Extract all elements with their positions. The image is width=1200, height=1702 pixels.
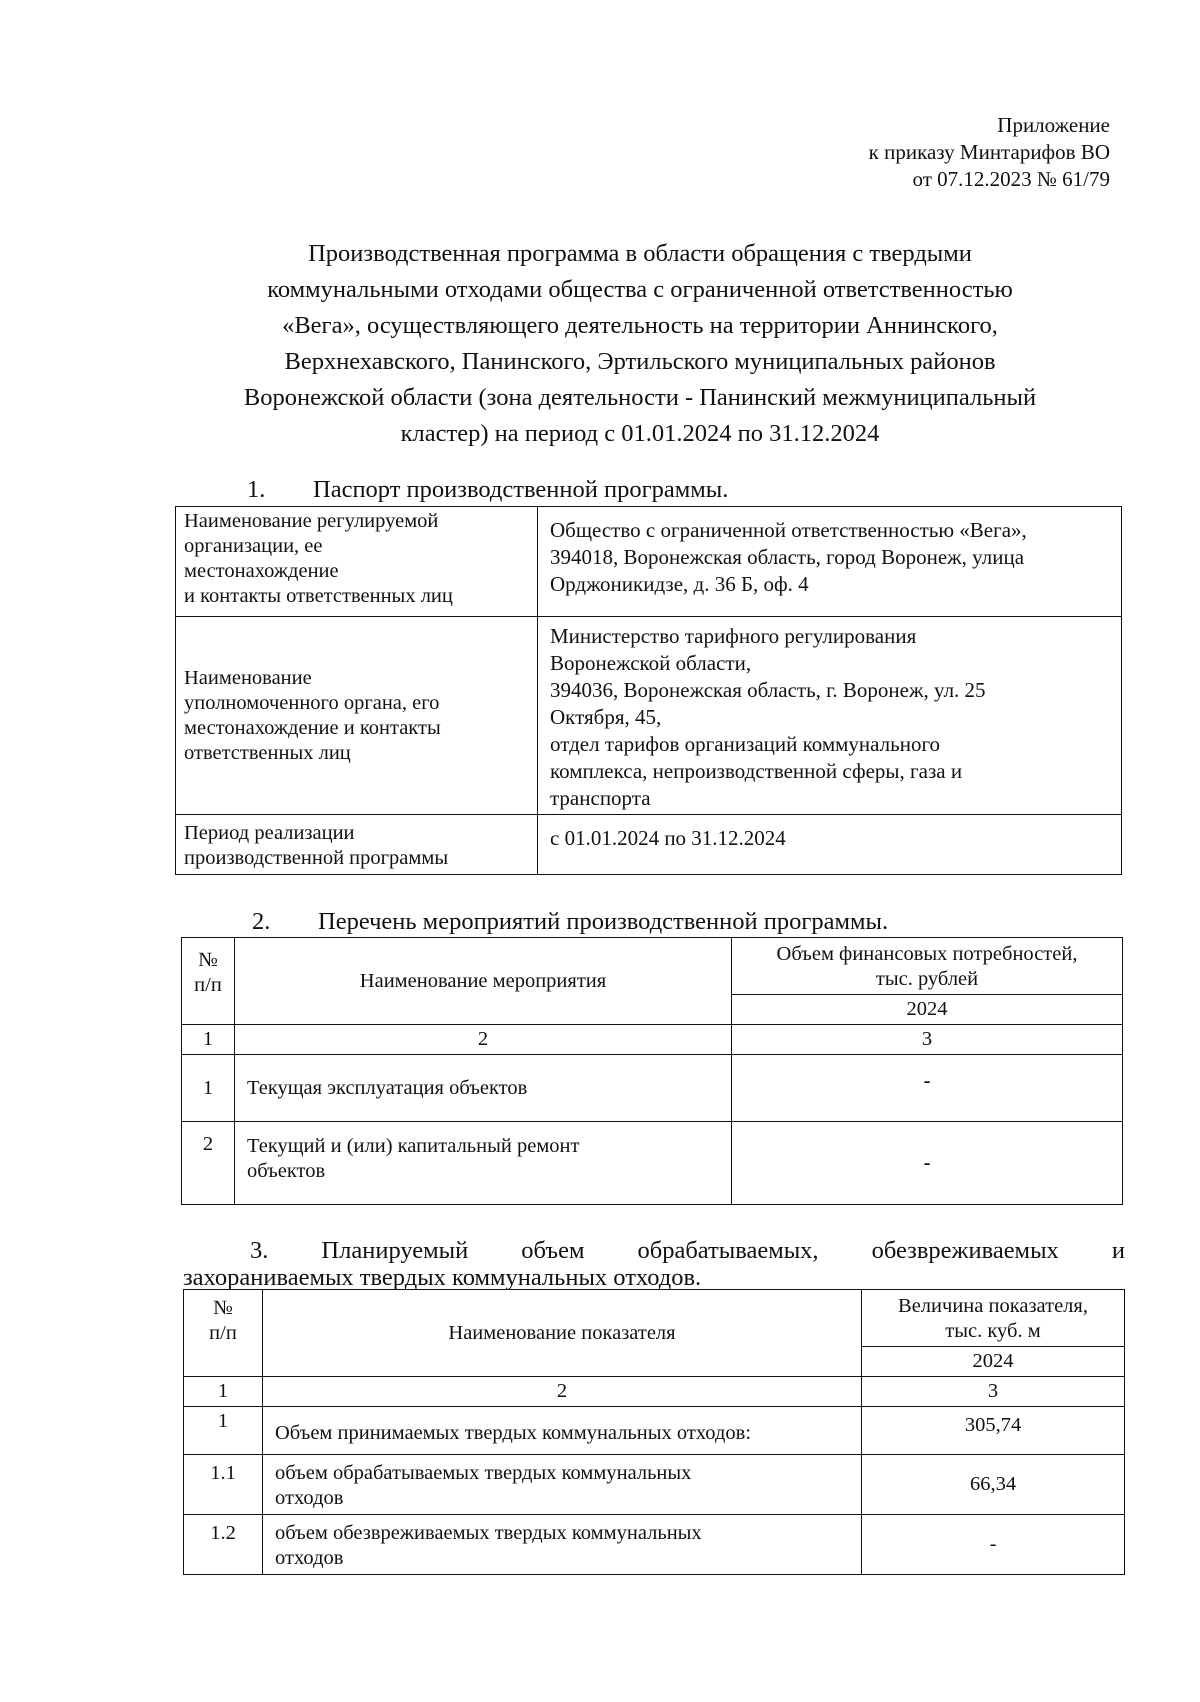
- column-number-cell: 2: [235, 1025, 732, 1055]
- cell-line: местонахождение и контакты: [184, 716, 441, 739]
- header-num-cell: [182, 938, 235, 1025]
- cell-line: Объем финансовых потребностей,: [776, 943, 1078, 965]
- row-name-cell: [235, 1122, 732, 1205]
- row-num-cell: 1.2: [184, 1515, 263, 1575]
- cell-line: Министерство тарифного регулирования: [550, 624, 917, 648]
- cell-line: тыс. куб. м: [945, 1320, 1041, 1342]
- heading-word: Планируемый: [321, 1237, 469, 1264]
- title-line: коммунальными отходами общества с ограниченной ответственностью: [267, 276, 1013, 303]
- header-num-cell: [184, 1290, 263, 1377]
- column-number-row: [184, 1377, 1125, 1407]
- column-number-cell: 1: [184, 1377, 263, 1407]
- table-row: [176, 617, 1122, 815]
- row-value-cell: 66,34: [862, 1455, 1125, 1515]
- appendix-reference: [869, 112, 1110, 193]
- row-value-cell: -: [732, 1122, 1123, 1205]
- row-num-cell: 1: [184, 1407, 263, 1455]
- cell-line: объектов: [247, 1160, 326, 1182]
- cell-line: Текущая эксплуатация объектов: [247, 1076, 528, 1099]
- row-num-cell: 2: [182, 1122, 235, 1205]
- row-name-cell: [263, 1407, 862, 1455]
- passport-value-cell: [538, 507, 1122, 617]
- cell-line: Наименование: [184, 666, 312, 689]
- activities-table: [181, 937, 1123, 1205]
- cell-line: объем обрабатываемых твердых коммунальных: [275, 1462, 692, 1484]
- section2-number: 2.: [252, 908, 271, 935]
- cell-line: отходов: [275, 1487, 344, 1509]
- table-header-row: [184, 1290, 1125, 1347]
- column-number-cell: 2: [263, 1377, 862, 1407]
- table-row: [184, 1407, 1125, 1455]
- section3-heading-continued: захораниваемых твердых коммунальных отходов.: [183, 1264, 702, 1291]
- cell-line: с 01.01.2024 по 31.12.2024: [550, 826, 786, 850]
- title-line: Верхнехавского, Панинского, Эртильского муниципальных районов: [284, 348, 996, 375]
- table-row: [184, 1455, 1125, 1515]
- heading-word: обезвреживаемых: [871, 1237, 1059, 1264]
- column-number-row: [182, 1025, 1123, 1055]
- passport-label-cell: [176, 815, 538, 875]
- title-line: кластер) на период с 01.01.2024 по 31.12.2024: [400, 420, 880, 447]
- column-number-cell: 1: [182, 1025, 235, 1055]
- row-num-cell: 1.1: [184, 1455, 263, 1515]
- document-title: [170, 236, 1110, 452]
- title-line: Производственная программа в области обращения с твердыми: [308, 240, 972, 267]
- passport-value-cell: [538, 617, 1122, 815]
- row-num-cell: 1: [182, 1055, 235, 1122]
- section3-number: 3.: [250, 1237, 269, 1264]
- row-name-cell: [263, 1455, 862, 1515]
- cell-line: организации, ее: [184, 535, 323, 557]
- table-header-row: [182, 938, 1123, 995]
- section3-heading: [250, 1237, 1125, 1265]
- header-name-cell: Наименование мероприятия: [235, 938, 732, 1025]
- passport-value-cell: [538, 815, 1122, 875]
- volumes-table: [183, 1289, 1125, 1575]
- header-value-cell: [862, 1290, 1125, 1347]
- cell-line: п/п: [209, 1322, 237, 1344]
- cell-line: отдел тарифов организаций коммунального: [550, 732, 941, 756]
- cell-line: комплекса, непроизводственной сферы, газа и: [550, 759, 963, 783]
- section1-title: Паспорт производственной программы.: [313, 476, 729, 503]
- heading-word: объем: [521, 1237, 585, 1264]
- cell-line: ответственных лиц: [184, 741, 351, 764]
- cell-line: и контакты ответственных лиц: [184, 585, 453, 607]
- cell-line: №: [198, 949, 218, 971]
- cell-line: местонахождение: [184, 560, 339, 582]
- cell-line: Орджоникидзе, д. 36 Б, оф. 4: [550, 572, 809, 596]
- passport-label-cell: [176, 617, 538, 815]
- cell-line: транспорта: [550, 786, 651, 810]
- heading-word: обрабатываемых,: [637, 1237, 819, 1264]
- cell-line: Октября, 45,: [550, 705, 662, 729]
- section2-title: Перечень мероприятий производственной программы.: [318, 908, 889, 935]
- section1-heading: [247, 476, 728, 504]
- cell-line: 394018, Воронежская область, город Воронеж, улица: [550, 545, 1025, 569]
- table-row: [176, 815, 1122, 875]
- cell-line: Воронежской области,: [550, 651, 752, 675]
- title-line: «Вега», осуществляющего деятельность на территории Аннинского,: [282, 312, 998, 339]
- section1-number: 1.: [247, 476, 266, 503]
- cell-line: производственной программы: [184, 847, 449, 869]
- table-row: [176, 507, 1122, 617]
- cell-line: Общество с ограниченной ответственностью «Вега»,: [550, 518, 1027, 542]
- column-number-cell: 3: [862, 1377, 1125, 1407]
- header-year-cell: 2024: [862, 1347, 1125, 1377]
- cell-line: тыс. рублей: [875, 968, 979, 990]
- row-name-cell: [263, 1515, 862, 1575]
- column-number-cell: 3: [732, 1025, 1123, 1055]
- cell-line: отходов: [275, 1547, 344, 1569]
- row-value-cell: 305,74: [862, 1407, 1125, 1455]
- row-name-cell: [235, 1055, 732, 1122]
- header-value-cell: [732, 938, 1123, 995]
- row-value-cell: -: [732, 1055, 1123, 1122]
- table-row: [182, 1122, 1123, 1205]
- cell-line: Величина показателя,: [898, 1295, 1088, 1317]
- header-name-cell: Наименование показателя: [263, 1290, 862, 1377]
- passport-label-cell: [176, 507, 538, 617]
- cell-line: Период реализации: [184, 822, 355, 844]
- cell-line: объем обезвреживаемых твердых коммунальных: [275, 1522, 702, 1544]
- row-value-cell: -: [862, 1515, 1125, 1575]
- appendix-label: Приложение: [997, 113, 1110, 137]
- passport-table: [175, 506, 1122, 875]
- appendix-order: к приказу Минтарифов ВО: [868, 140, 1110, 164]
- cell-line: уполномоченного органа, его: [184, 691, 440, 714]
- title-line: Воронежской области (зона деятельности - Панинский межмуниципальный: [243, 384, 1037, 411]
- header-year-cell: 2024: [732, 995, 1123, 1025]
- table-row: [182, 1055, 1123, 1122]
- cell-line: Текущий и (или) капитальный ремонт: [247, 1135, 580, 1157]
- cell-line: Объем принимаемых твердых коммунальных отходов:: [275, 1422, 752, 1444]
- appendix-date: от 07.12.2023 № 61/79: [912, 167, 1110, 191]
- cell-line: 394036, Воронежская область, г. Воронеж, ул. 25: [550, 678, 986, 702]
- cell-line: п/п: [194, 974, 222, 996]
- heading-word: и: [1111, 1237, 1125, 1264]
- cell-line: Наименование регулируемой: [184, 510, 439, 532]
- cell-line: №: [213, 1297, 233, 1319]
- table-row: [184, 1515, 1125, 1575]
- section2-heading: [252, 908, 888, 936]
